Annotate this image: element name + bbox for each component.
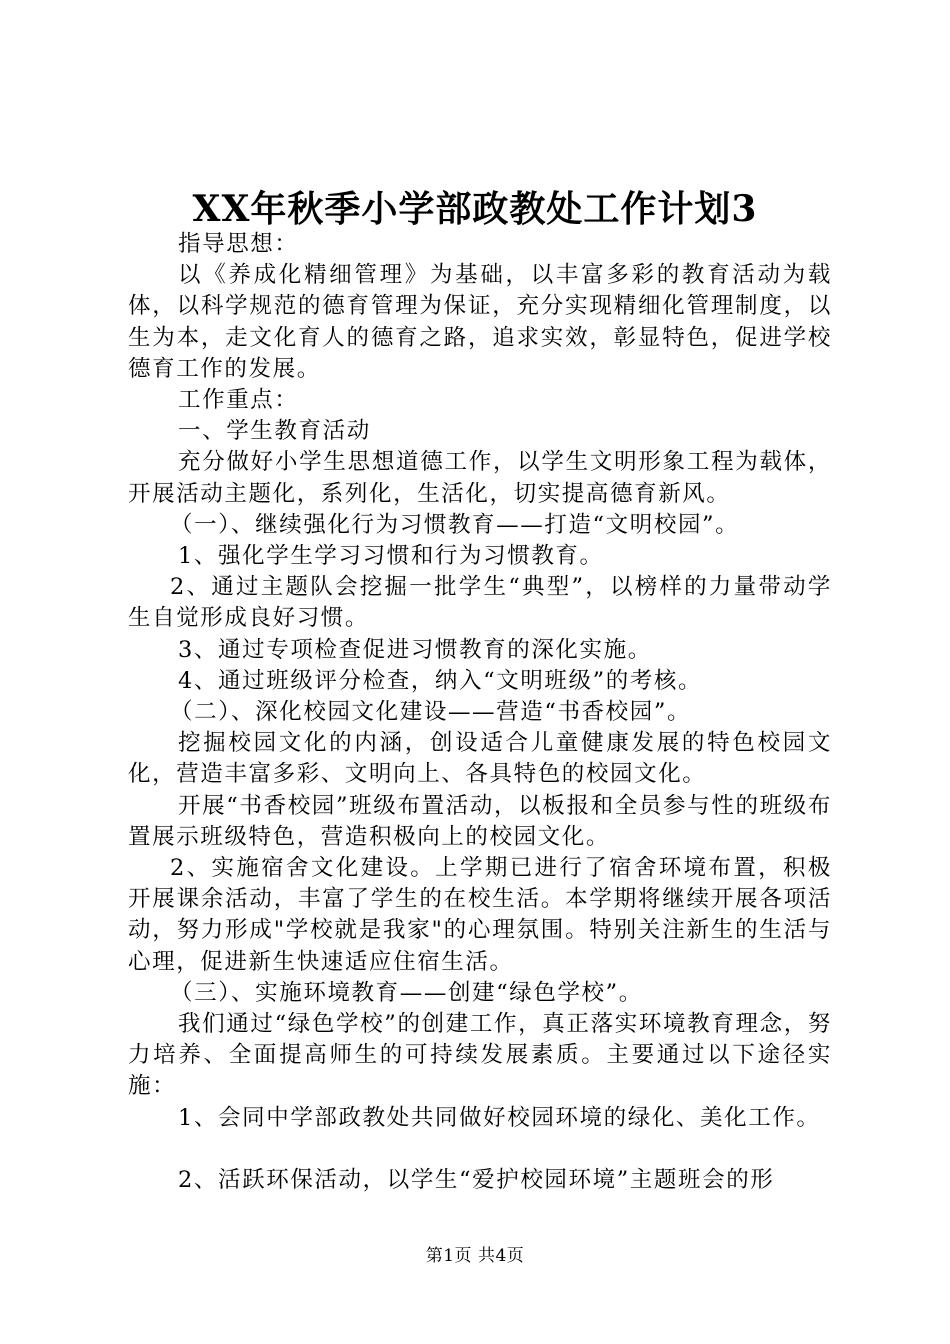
paragraph-guiding-heading: 指导思想： — [178, 231, 299, 257]
paragraph-campus-culture: 挖掘校园文化的内涵，创设适合儿童健康发展的特色校园文化，营造丰富多彩、文明向上、各具特色的校园文化。 — [128, 730, 832, 788]
page-number-footer: 第1页 共4页 — [425, 1246, 525, 1266]
section-heading-student-activities: 一、学生教育活动 — [178, 418, 371, 445]
paragraph-student-moral-work: 充分做好小学生思想道德工作，以学生文明形象工程为载体，开展活动主题化，系列化，生活化，切实提高德育新风。 — [128, 449, 832, 507]
list-item: 1、强化学生学习习惯和行为习惯教育。 — [178, 543, 604, 570]
list-item: 4、通过班级评分检查，纳入“文明班级”的考核。 — [178, 667, 703, 694]
paragraph-spacer — [128, 1134, 832, 1165]
document-body — [128, 229, 832, 1196]
paragraph-work-focus-heading: 工作重点： — [178, 387, 299, 414]
subsection-heading-civilized-campus: （一）、继续强化行为习惯教育——打造“文明校园”。 — [170, 511, 740, 538]
list-item: 1、会同中学部政教处共同做好校园环境的绿化、美化工作。 — [178, 1104, 821, 1131]
paragraph-green-school: 我们通过“绿色学校”的创建工作，真正落实环境教育理念，努力培养、全面提高师生的可持续发展素质。主要通过以下途径实施： — [128, 1011, 832, 1100]
list-item: 2、活跃环保活动，以学生“爱护校园环境”主题班会的形 — [178, 1166, 775, 1193]
paragraph-guiding-thought: 以《养成化精细管理》为基础，以丰富多彩的教育活动为载体，以科学规范的德育管理为保证，充分实现精细化管理制度，以生为本，走文化育人的德育之路，追求实效，彰显特色，促进学校德育工作的发展。 — [128, 262, 832, 382]
subsection-heading-green-school: （三）、实施环境教育——创建“绿色学校”。 — [170, 979, 643, 1006]
list-item: 2、实施宿舍文化建设。上学期已进行了宿舍环境布置，积极开展课余活动，丰富了学生的在校生活。本学期将继续开展各项活动，努力形成"学校就是我家"的心理氛围。特别关注新生的生活与心理，促进新生快速适应住宿生活。 — [128, 855, 832, 975]
paragraph-class-decoration: 开展“书香校园”班级布置活动，以板报和全员参与性的班级布置展示班级特色，营造积极向上的校园文化。 — [128, 792, 832, 850]
list-item: 2、通过主题队会挖掘一批学生“典型”，以榜样的力量带动学生自觉形成良好习惯。 — [128, 574, 832, 632]
document-title: XX年秋季小学部政教处工作计划3 — [192, 188, 758, 230]
list-item: 3、通过专项检查促进习惯教育的深化实施。 — [178, 636, 652, 663]
subsection-heading-scholarly-campus: （二）、深化校园文化建设——营造“书香校园”。 — [170, 699, 692, 726]
